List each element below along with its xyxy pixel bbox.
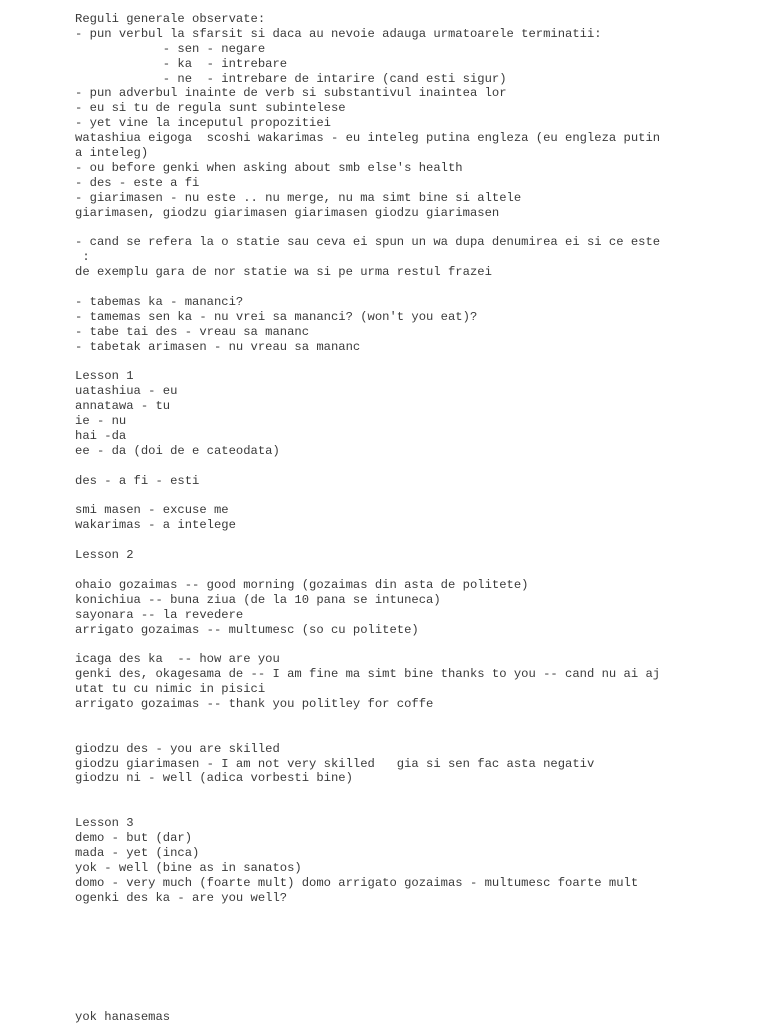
text-line [75, 280, 755, 295]
text-line: - cand se refera la o statie sau ceva ei spun un wa dupa denumirea ei si ce este [75, 235, 661, 250]
text-line: - pun verbul la sfarsit si daca au nevoie adauga urmatoarele terminatii: [75, 26, 602, 41]
text-line [75, 220, 755, 235]
text-line: ee - da (doi de e cateodata) [75, 443, 280, 458]
text-line [75, 533, 755, 548]
text-line: arrigato gozaimas -- multumesc (so cu politete) [75, 622, 419, 637]
text-line: demo - but (dar) [75, 830, 193, 845]
text-line: yok hanasemas [75, 1009, 171, 1024]
text-line: mada - yet (inca) [75, 845, 200, 860]
text-line [75, 459, 755, 474]
text-line: yok - well (bine as in sanatos) [75, 860, 302, 875]
text-line [75, 712, 755, 727]
text-line: konichiua -- buna ziua (de la 10 pana se intuneca) [75, 592, 441, 607]
text-line [75, 920, 755, 935]
text-line [75, 489, 755, 504]
text-line [75, 637, 755, 652]
text-line: des - a fi - esti [75, 473, 200, 488]
text-line: domo - very much (foarte mult) domo arrigato gozaimas - multumesc foarte mult [75, 875, 639, 890]
text-line: ogenki des ka - are you well? [75, 890, 288, 905]
text-line: - yet vine la inceputul propozitiei [75, 116, 331, 131]
text-line: - ka - intrebare [75, 56, 288, 71]
text-line [75, 563, 755, 578]
text-line: Lesson 3 [75, 816, 134, 831]
text-line: - tamemas sen ka - nu vrei sa mananci? (won't you eat)? [75, 309, 478, 324]
text-line: - eu si tu de regula sunt subintelese [75, 101, 346, 116]
text-line [75, 786, 755, 801]
text-line [75, 995, 755, 1010]
text-line: Reguli generale observate: [75, 12, 266, 26]
text-line: - sen - negare [75, 41, 266, 56]
text-line: uatashiua - eu [75, 384, 178, 399]
text-line: giarimasen, giodzu giarimasen giarimasen giodzu giarimasen [75, 205, 500, 220]
text-line: icaga des ka -- how are you [75, 652, 280, 667]
text-line: - tabetak arimasen - nu vreau sa mananc [75, 339, 361, 354]
text-line [75, 801, 755, 816]
text-line: genki des, okagesama de -- I am fine ma simt bine thanks to you -- cand nu ai aj [75, 667, 661, 682]
text-line [75, 354, 755, 369]
text-line: watashiua eigoga scoshi wakarimas - eu inteleg putina engleza (eu engleza putin [75, 131, 661, 146]
text-line: - tabemas ka - mananci? [75, 294, 244, 309]
text-line: Lesson 2 [75, 548, 134, 563]
document-body [75, 12, 755, 1025]
text-line: annatawa - tu [75, 399, 171, 414]
text-line [75, 980, 755, 995]
text-line: smi masen - excuse me [75, 503, 229, 518]
text-line: ohaio gozaimas -- good morning (gozaimas din asta de politete) [75, 577, 529, 592]
text-line: utat tu cu nimic in pisici [75, 682, 266, 697]
text-line: wakarimas - a intelege [75, 518, 236, 533]
text-line: giodzu giarimasen - I am not very skilled gia si sen fac asta negativ [75, 756, 595, 771]
text-line: arrigato gozaimas -- thank you politley for coffe [75, 696, 434, 711]
text-line: Lesson 1 [75, 369, 134, 384]
text-line [75, 905, 755, 920]
text-line: sayonara -- la revedere [75, 607, 244, 622]
text-line: - ou before genki when asking about smb else's health [75, 160, 463, 175]
text-line: ie - nu [75, 414, 127, 429]
text-line: a inteleg) [75, 146, 149, 161]
text-line: hai -da [75, 428, 127, 443]
text-line: - giarimasen - nu este .. nu merge, nu ma simt bine si altele [75, 190, 522, 205]
text-line [75, 727, 755, 742]
text-line: - des - este a fi [75, 175, 200, 190]
text-line: - pun adverbul inainte de verb si substantivul inaintea lor [75, 86, 507, 101]
text-line: - ne - intrebare de intarire (cand esti sigur) [75, 71, 507, 86]
text-line: - tabe tai des - vreau sa mananc [75, 324, 310, 339]
text-line [75, 935, 755, 950]
text-line: : [75, 250, 90, 265]
text-line: giodzu des - you are skilled [75, 741, 280, 756]
text-line: de exemplu gara de nor statie wa si pe urma restul frazei [75, 265, 492, 280]
text-line [75, 950, 755, 965]
text-line: giodzu ni - well (adica vorbesti bine) [75, 771, 353, 786]
text-line [75, 965, 755, 980]
